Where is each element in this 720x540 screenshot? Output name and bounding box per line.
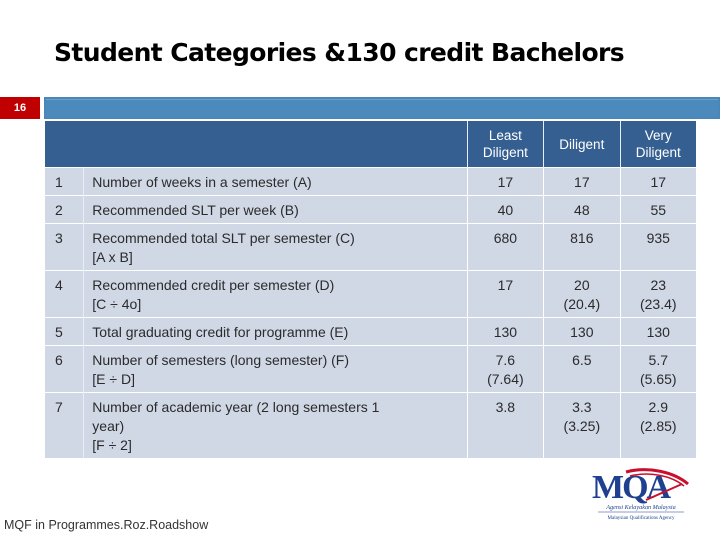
logo-line2: Malaysian Qualifications Agency (607, 516, 675, 521)
very-diligent-value: 935 (620, 224, 696, 271)
table-row (45, 168, 697, 196)
row-number: 2 (45, 196, 84, 224)
row-description: Recommended credit per semester (D) [C ÷ 4o] (84, 271, 467, 318)
least-diligent-value: 3.8 (467, 393, 543, 459)
mqa-logo (586, 464, 696, 524)
least-diligent-value: 680 (467, 224, 543, 271)
very-diligent-value: 55 (620, 196, 696, 224)
diligent-value: 20 (20.4) (544, 271, 620, 318)
row-number: 6 (45, 346, 84, 393)
least-diligent-value: 7.6 (7.64) (467, 346, 543, 393)
diligent-value: 130 (544, 318, 620, 346)
very-diligent-value: 130 (620, 318, 696, 346)
table-row (45, 224, 697, 271)
table-row (45, 346, 697, 393)
row-description: Number of semesters (long semester) (F) [E ÷ D] (84, 346, 467, 393)
table-row (45, 393, 697, 459)
row-description: Recommended total SLT per semester (C) [A x B] (84, 224, 467, 271)
table-row (45, 318, 697, 346)
diligent-value: 816 (544, 224, 620, 271)
very-diligent-value: 2.9 (2.85) (620, 393, 696, 459)
row-number: 4 (45, 271, 84, 318)
svg-text:MQA: MQA (592, 469, 670, 506)
row-number: 5 (45, 318, 84, 346)
row-description: Recommended SLT per week (B) (84, 196, 467, 224)
diligent-value: 17 (544, 168, 620, 196)
diligent-value: 3.3 (3.25) (544, 393, 620, 459)
least-diligent-value: 130 (467, 318, 543, 346)
row-number: 3 (45, 224, 84, 271)
table-row (45, 196, 697, 224)
table-row (45, 271, 697, 318)
row-description: Total graduating credit for programme (E) (84, 318, 467, 346)
mqa-logo-mark (592, 469, 688, 506)
row-number: 1 (45, 168, 84, 196)
diligent-value: 48 (544, 196, 620, 224)
table-header-row (45, 121, 697, 168)
very-diligent-value: 23 (23.4) (620, 271, 696, 318)
footer-text: MQF in Programmes.Roz.Roadshow (4, 518, 209, 532)
title-underline-bar (44, 97, 720, 119)
slide-title: Student Categories &130 credit Bachelors (54, 38, 625, 67)
least-diligent-value: 17 (467, 168, 543, 196)
logo-line1: Agensi Kelayakan Malaysia (606, 504, 676, 511)
diligent-value: 6.5 (544, 346, 620, 393)
header-diligent: Diligent (544, 121, 620, 168)
row-description: Number of weeks in a semester (A) (84, 168, 467, 196)
row-description: Number of academic year (2 long semesters 1 year) [F ÷ 2] (84, 393, 467, 459)
row-number: 7 (45, 393, 84, 459)
header-very-diligent: Very Diligent (620, 121, 696, 168)
least-diligent-value: 17 (467, 271, 543, 318)
very-diligent-value: 17 (620, 168, 696, 196)
slide-number: 16 (0, 97, 40, 119)
header-blank-cell (45, 121, 468, 168)
header-least-diligent: Least Diligent (467, 121, 543, 168)
least-diligent-value: 40 (467, 196, 543, 224)
student-categories-table (44, 121, 696, 458)
very-diligent-value: 5.7 (5.65) (620, 346, 696, 393)
